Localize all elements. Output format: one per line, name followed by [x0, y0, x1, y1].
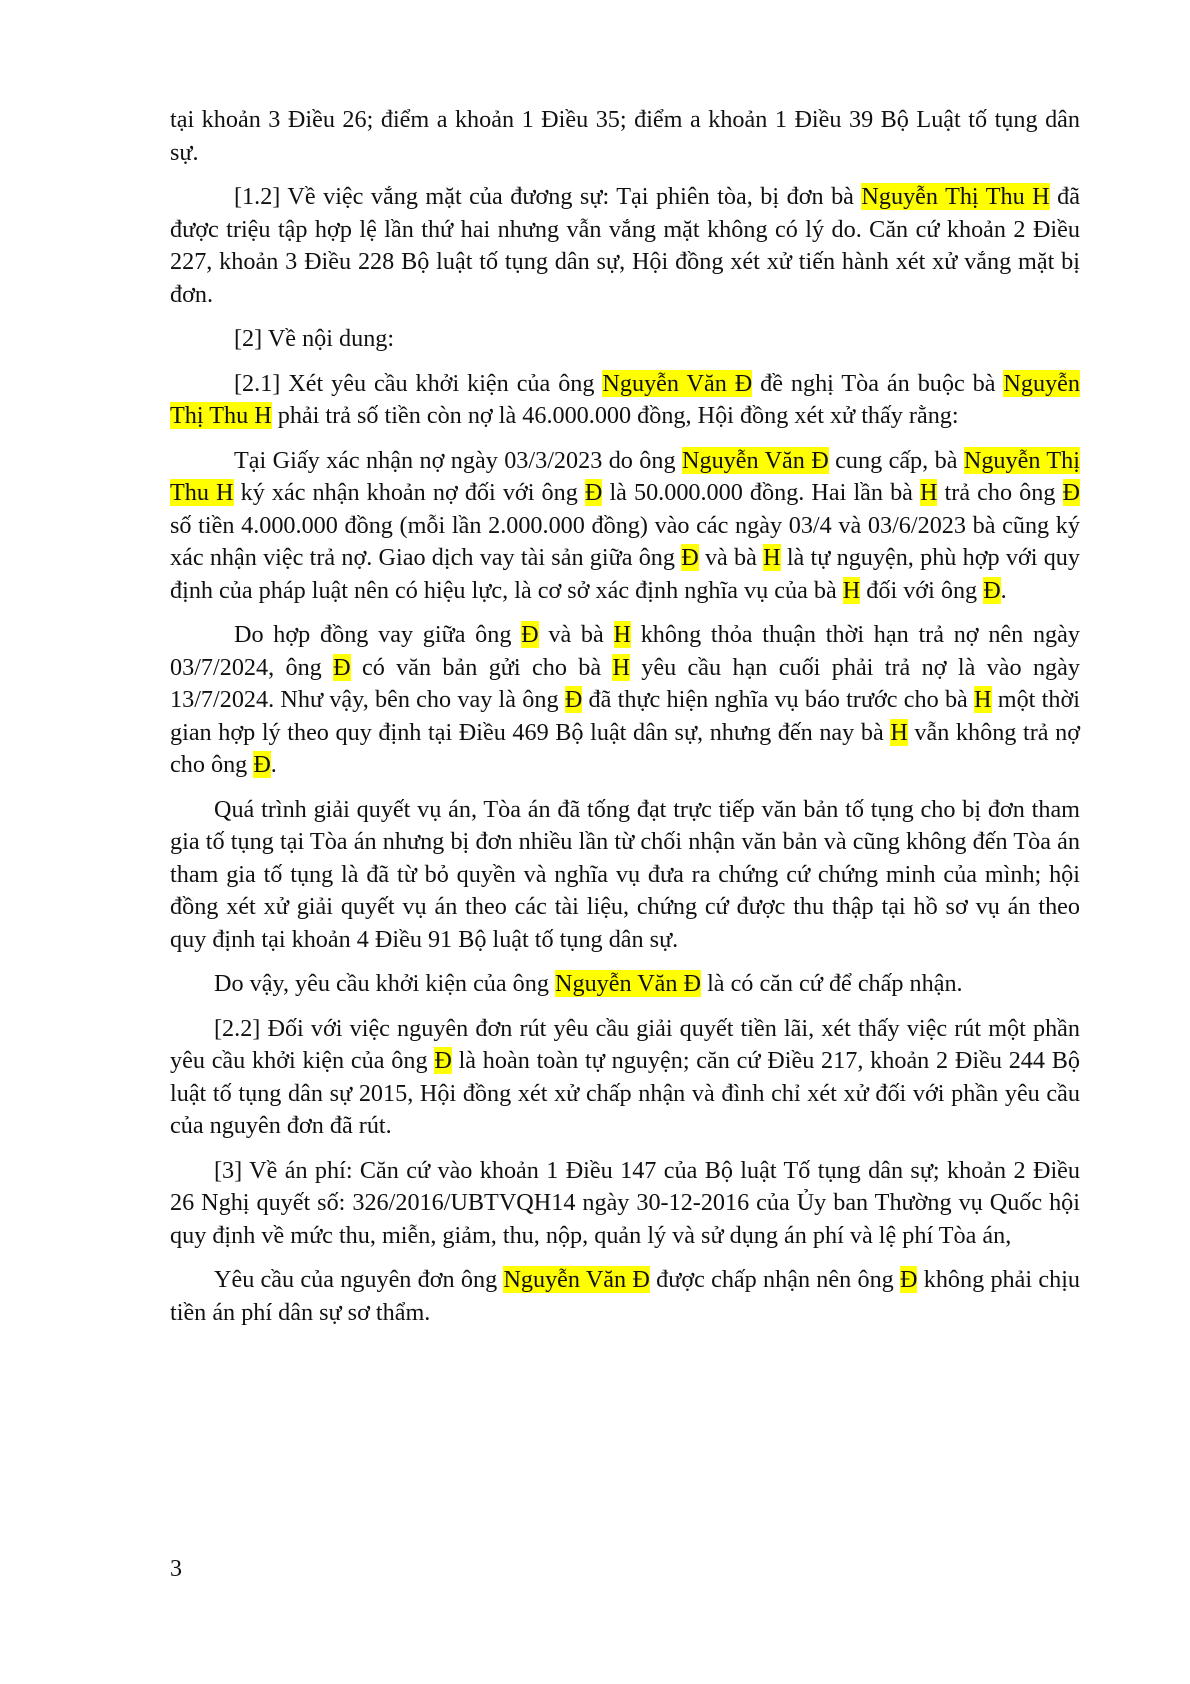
highlighted-name: Đ [333, 653, 351, 681]
text-run: . [270, 751, 277, 778]
text-run: là tự nguyện, phù hợp với quy định của pháp luật nên có hiệu lực, là cơ sở xác định nghĩa vụ của bà [170, 544, 1080, 604]
highlighted-name: Đ [1062, 479, 1081, 506]
paragraph [170, 794, 1080, 957]
text-run: một thời gian hợp lý theo quy định tại Điều 469 Bộ luật dân sự, nhưng đến nay bà [170, 686, 1080, 746]
highlighted-name: Nguyễn Văn Đ [602, 369, 753, 397]
highlighted-name: H [890, 718, 908, 746]
text-run: tại khoản 3 Điều 26; điểm a khoản 1 Điều 35; điểm a khoản 1 Điều 39 Bộ Luật tố tụng dân sự. [170, 106, 1080, 166]
paragraph [170, 368, 1080, 433]
text-run: vẫn không trả nợ cho ông [170, 718, 1080, 778]
text-run: trả cho ông [937, 479, 1063, 506]
paragraph [170, 1264, 1080, 1329]
text-run: được chấp nhận nên ông [649, 1266, 901, 1293]
text-run: có văn bản gửi cho bà [350, 653, 613, 681]
highlighted-name: Nguyễn Thị Thu H [861, 183, 1050, 210]
text-run: là 50.000.000 đồng. Hai lần bà [602, 479, 920, 506]
highlighted-name: Nguyễn Văn Đ [682, 446, 829, 474]
text-run: là có căn cứ để chấp nhận. [701, 970, 963, 997]
text-run: [2.1] Xét yêu cầu khởi kiện của ông [234, 369, 603, 397]
text-run: Tại Giấy xác nhận nợ ngày 03/3/2023 do ông [234, 446, 683, 474]
highlighted-name: Đ [434, 1047, 452, 1074]
highlighted-name: Nguyễn Thị Thu H [170, 369, 1080, 429]
text-run: và bà [538, 621, 614, 648]
paragraph [170, 181, 1080, 311]
text-run: Quá trình giải quyết vụ án, Tòa án đã tống đạt trực tiếp văn bản tố tụng cho bị đơn tham gia tố tụng tại Tòa án nhưng bị đơn nhiều lần từ chối nhận văn bản và cũng không đến Tòa án tham gia tố tụng là đã từ bỏ quyền và nghĩa vụ đưa ra chứng cứ chứng minh của mình; hội đồng xét xử giải quyết vụ án theo các tài liệu, chứng cứ được thu thập tại hồ sơ vụ án theo quy định tại khoản 4 Điều 91 Bộ luật tố tụng dân sự. [170, 795, 1080, 953]
text-run: [3] Về án phí: Căn cứ vào khoản 1 Điều 147 của Bộ luật Tố tụng dân sự; khoản 2 Điều 26 Nghị quyết số: 326/2016/UBTVQH14 ngày 30-12-2016 của Ủy ban Thường vụ Quốc hội quy định về mức thu, miễn, giảm, thu, nộp, quản lý và sử dụng án phí và lệ phí Tòa án, [170, 1156, 1080, 1249]
highlighted-name: Đ [900, 1266, 918, 1293]
highlighted-name: Đ [681, 544, 699, 571]
text-run: . [1000, 576, 1007, 604]
text-run: Do hợp đồng vay giữa ông [234, 621, 522, 648]
highlighted-name: H [612, 653, 630, 681]
text-run: [2.2] Đối với việc nguyên đơn rút yêu cầu giải quyết tiền lãi, xét thấy việc rút một phần yêu cầu khởi kiện của ông [170, 1014, 1080, 1074]
highlighted-name: Nguyễn Văn Đ [503, 1266, 650, 1293]
text-run: là hoàn toàn tự nguyện; căn cứ Điều 217, khoản 2 Điều 244 Bộ luật tố tụng dân sự 2015, Hội đồng xét xử chấp nhận và đình chỉ xét xử đối với phần yêu cầu của nguyên đơn đã rút. [170, 1047, 1080, 1139]
paragraph [170, 968, 1080, 1001]
text-run: đề nghị Tòa án buộc bà [752, 369, 1004, 397]
page-number: 3 [170, 1556, 182, 1582]
paragraph [170, 1155, 1080, 1253]
highlighted-name: Nguyễn Văn Đ [555, 970, 702, 997]
highlighted-name: Đ [584, 479, 603, 506]
highlighted-name: H [613, 621, 631, 648]
highlighted-name: Nguyễn Thị Thu H [170, 446, 1081, 506]
highlighted-name: H [842, 576, 861, 604]
text-run: đã được triệu tập hợp lệ lần thứ hai nhưng vẫn vắng mặt không có lý do. Căn cứ khoản 2 Điều 227, khoản 3 Điều 228 Bộ luật tố tụng dân sự, Hội đồng xét xử tiến hành xét xử vắng mặt bị đơn. [170, 183, 1080, 308]
highlighted-name: Đ [564, 686, 583, 713]
text-run: [1.2] Về việc vắng mặt của đương sự: Tại phiên tòa, bị đơn bà [234, 183, 862, 210]
highlighted-name: H [763, 544, 781, 571]
paragraph [170, 323, 1080, 356]
text-run: phải trả số tiền còn nợ là 46.000.000 đồng, Hội đồng xét xử thấy rằng: [271, 402, 959, 429]
highlighted-name: Đ [253, 751, 271, 778]
text-run: và bà [698, 544, 764, 571]
paragraph [170, 104, 1080, 169]
text-run: không thỏa thuận thời hạn trả nợ nên ngày 03/7/2024, ông [170, 621, 1080, 681]
text-run: Do vậy, yêu cầu khởi kiện của ông [214, 970, 556, 997]
text-run: số tiền 4.000.000 đồng (mỗi lần 2.000.000 đồng) vào các ngày 03/4 và 03/6/2023 bà cũng ký xác nhận việc trả nợ. Giao dịch vay tài sản giữa ông [170, 511, 1080, 571]
paragraph [170, 445, 1080, 608]
text-run: Yêu cầu của nguyên đơn ông [214, 1266, 504, 1293]
highlighted-name: Đ [521, 621, 539, 648]
text-run: yêu cầu hạn cuối phải trả nợ là vào ngày 13/7/2024. Như vậy, bên cho vay là ông [170, 653, 1080, 713]
document-body [170, 104, 1080, 1341]
paragraph [170, 619, 1080, 782]
text-run: [2] Về nội dung: [234, 325, 395, 352]
text-run: ký xác nhận khoản nợ đối với ông [233, 479, 585, 506]
highlighted-name: H [974, 686, 992, 713]
text-run: đã thực hiện nghĩa vụ báo trước cho bà [582, 686, 975, 713]
text-run: đối với ông [860, 576, 984, 604]
paragraph [170, 1013, 1080, 1143]
highlighted-name: H [920, 479, 938, 506]
text-run: cung cấp, bà [828, 446, 964, 474]
text-run: không phải chịu tiền án phí dân sự sơ thẩm. [170, 1266, 1081, 1326]
highlighted-name: Đ [983, 576, 1001, 604]
